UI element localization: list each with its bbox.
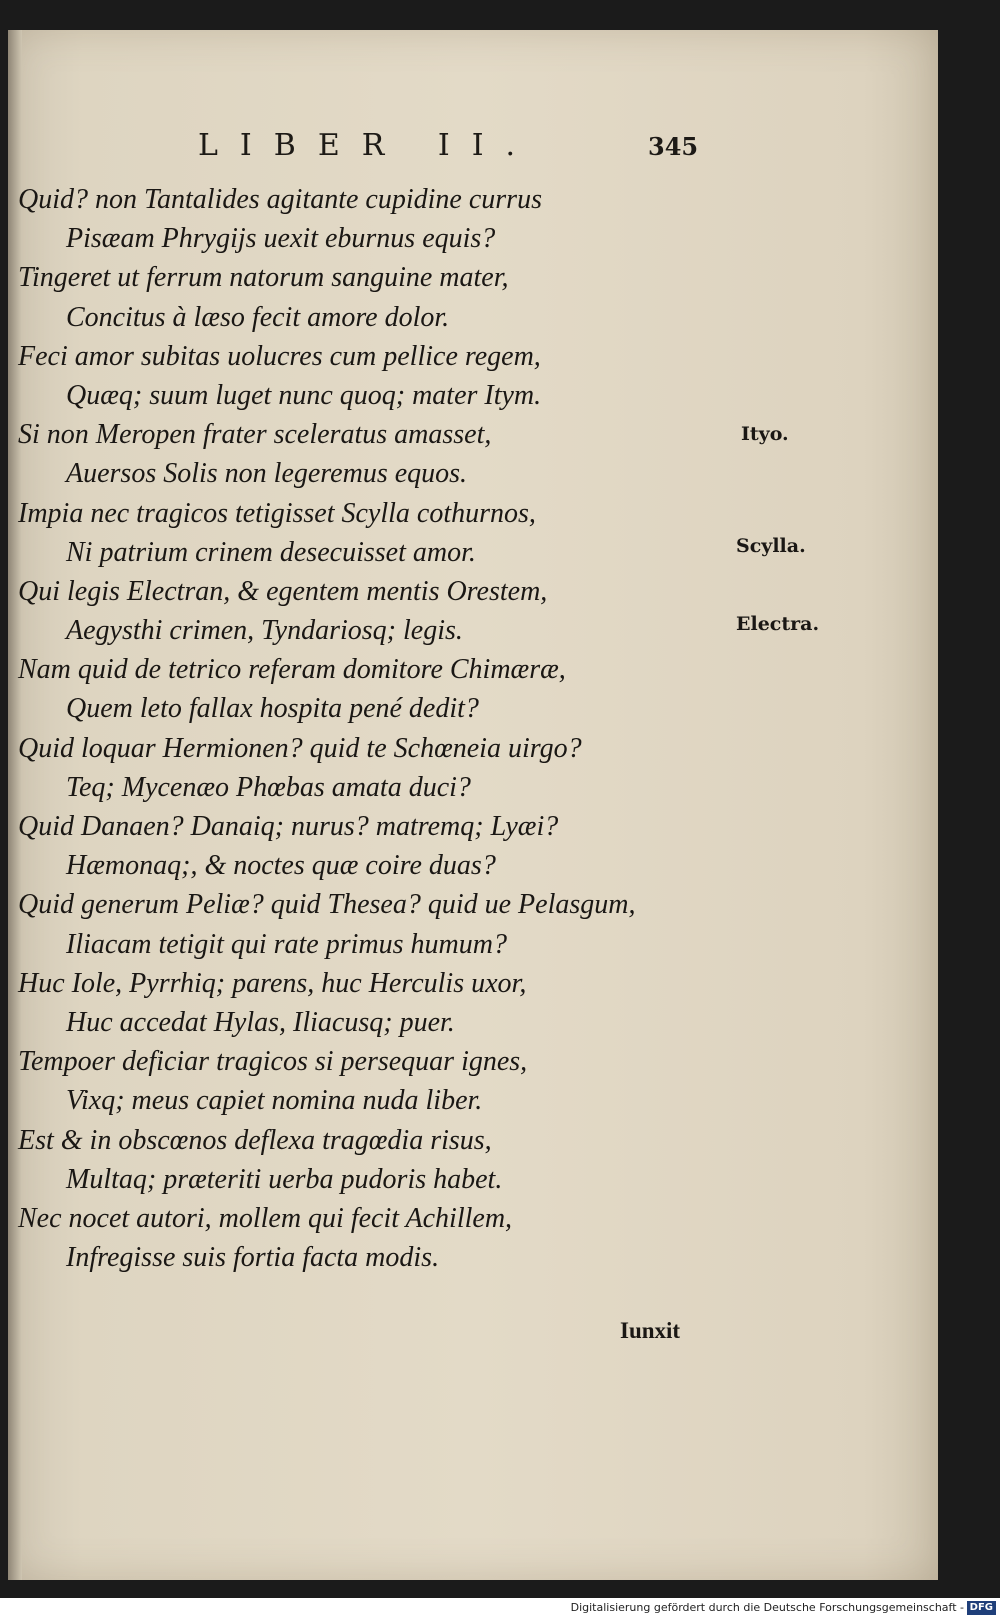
verse-line: Multaq; præteriti uerba pudoris habet. (66, 1163, 503, 1195)
verse-line: Auersos Solis non legeremus equos. (66, 458, 468, 490)
verse-line: Tingeret ut ferrum natorum sanguine mater, (18, 262, 509, 294)
page-number: 345 (648, 132, 699, 161)
verse-line: Iliacam tetigit qui rate primus humum? (66, 928, 507, 960)
running-head: LIBER II. (198, 128, 538, 163)
verse-line: Quid Danaen? Danaiq; nurus? matremq; Lyæi? (18, 811, 559, 842)
verse-line: Quem leto fallax hospita pené dedit? (66, 693, 479, 725)
verse-line: Tempoer deficiar tragicos si persequar ignes, (18, 1046, 528, 1078)
catchword: Iunxit (620, 1318, 681, 1343)
verse-line: Pisæam Phrygijs uexit eburnus equis? (66, 223, 496, 255)
verse-line: Hæmonaq;, & noctes quæ coire duas? (66, 850, 496, 882)
verse-line: Si non Meropen frater sceleratus amasset, (18, 419, 492, 451)
margin-note-electra: Electra. (736, 613, 820, 635)
margin-note-itys: Ityo. (741, 423, 789, 445)
verse-line: Ni patrium crinem desecuisset amor. (66, 536, 476, 568)
dfg-logo: DFG (967, 1601, 996, 1615)
verse-line: Est & in obscœnos deflexa tragœdia risus, (18, 1124, 492, 1156)
verse-line: Concitus à læso fecit amore dolor. (66, 301, 450, 333)
verse-line: Nec nocet autori, mollem qui fecit Achillem, (18, 1202, 513, 1234)
verse-line: Teq; Mycenæo Phœbas amata duci? (66, 771, 471, 803)
verse-text (18, 180, 635, 1277)
verse-line: Feci amor subitas uolucres cum pellice regem, (18, 340, 541, 372)
verse-line: Huc accedat Hylas, Iliacusq; puer. (66, 1006, 455, 1038)
margin-note-scylla: Scylla. (736, 535, 806, 557)
verse-line: Quid loquar Hermionen? quid te Schœneia uirgo? (18, 732, 582, 764)
verse-line: Vixq; meus capiet nomina nuda liber. (66, 1085, 483, 1117)
funding-credit: Digitalisierung gefördert durch die Deutsche Forschungsgemeinschaft - (570, 1601, 964, 1614)
verse-line: Quid generum Peliæ? quid Thesea? quid ue Pelasgum, (18, 889, 636, 921)
verse-line: Quid? non Tantalides agitante cupidine currus (18, 184, 542, 215)
footer-bar (0, 1598, 1000, 1620)
verse-line: Impia nec tragicos tetigisset Scylla cothurnos, (18, 497, 536, 529)
verse-line: Quæq; suum luget nunc quoq; mater Itym. (66, 379, 542, 411)
verse-line: Qui legis Electran, & egentem mentis Orestem, (18, 575, 548, 607)
book-page (8, 30, 938, 1580)
verse-line: Nam quid de tetrico referam domitore Chimæræ, (18, 654, 566, 686)
verse-line: Infregisse suis fortia facta modis. (66, 1242, 440, 1274)
verse-line: Aegysthi crimen, Tyndariosq; legis. (66, 615, 463, 647)
verse-line: Huc Iole, Pyrrhiq; parens, huc Herculis uxor, (18, 967, 527, 999)
